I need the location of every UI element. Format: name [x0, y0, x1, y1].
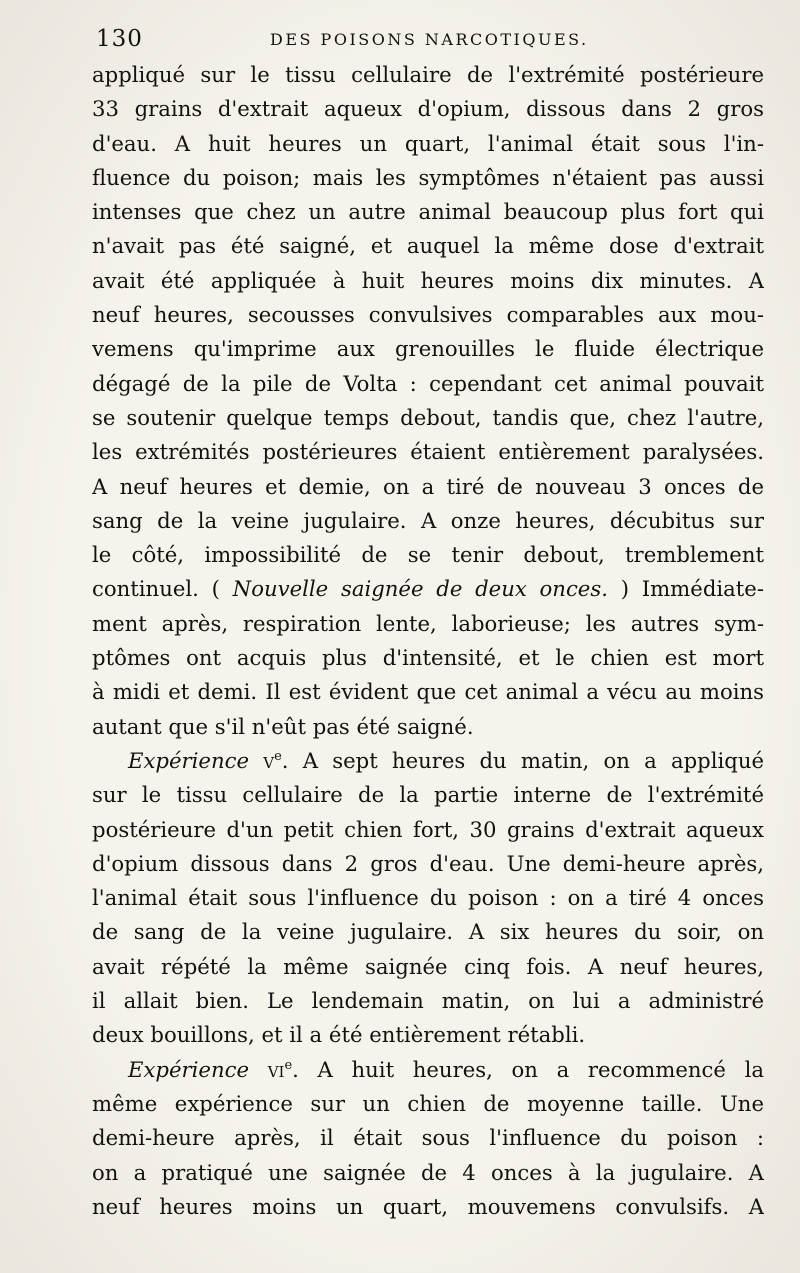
text-line-with-italic	[92, 572, 764, 606]
text-line: 33 grains d'extrait aqueux d'opium, dissous dans 2 gros	[92, 96, 764, 122]
paragraph-continuation	[92, 58, 764, 744]
text-line: fluence du poison; mais les symptômes n'étaient pas aussi	[92, 164, 764, 190]
numeral-superscript: e	[284, 1057, 293, 1073]
text-line: sang de la veine jugulaire. A onze heures, décubitus sur	[92, 507, 764, 533]
text-line: neuf heures, secousses convulsives comparables aux mou-	[92, 302, 764, 328]
text-line: vemens qu'imprime aux grenouilles le fluide électrique	[92, 336, 764, 362]
text-line: autant que s'il n'eût pas été saigné.	[92, 713, 474, 739]
text-fragment: . A sept heures du matin, on a appliqué	[281, 747, 764, 773]
text-line: les extrémités postérieures étaient entièrement paralysées.	[92, 439, 764, 465]
text-line: on a pratiqué une saignée de 4 onces à la jugulaire. A	[92, 1159, 764, 1185]
paragraph-experience-5-body	[92, 778, 764, 1052]
experience-label: Expérience	[128, 1056, 250, 1082]
experience-numeral: v	[263, 747, 275, 773]
text-line-heading	[92, 744, 764, 778]
page-header	[96, 22, 766, 54]
running-head: DES POISONS NARCOTIQUES.	[270, 30, 589, 49]
text-line: n'avait pas été saigné, et auquel la même dose d'extrait	[92, 233, 764, 259]
text-line-heading	[92, 1053, 764, 1087]
text-line: neuf heures moins un quart, mouvemens convulsifs. A	[92, 1193, 764, 1219]
numeral-superscript: e	[274, 748, 282, 764]
text-line: se soutenir quelque temps debout, tandis que, chez l'autre,	[92, 404, 764, 430]
text-line: appliqué sur le tissu cellulaire de l'extrémité postérieure	[92, 62, 764, 87]
text-line: ptômes ont acquis plus d'intensité, et le chien est mort	[92, 645, 764, 671]
paragraph-experience-5	[92, 744, 764, 778]
experience-label: Expérience	[128, 747, 250, 773]
text-line: même expérience sur un chien de moyenne taille. Une	[92, 1090, 764, 1116]
page-number: 130	[96, 26, 143, 52]
text-line: l'animal était sous l'influence du poison : on a tiré 4 onces	[92, 885, 764, 911]
experience-numeral: vi	[267, 1056, 285, 1082]
text-line: postérieure d'un petit chien fort, 30 grains d'extrait aqueux	[92, 816, 764, 842]
text-line: d'opium dissous dans 2 gros d'eau. Une demi-heure après,	[92, 850, 764, 876]
body-text	[92, 58, 764, 1224]
text-line: de sang de la veine jugulaire. A six heures du soir, on	[92, 919, 764, 945]
text-line: le côté, impossibilité de se tenir debout, tremblement	[92, 542, 764, 568]
text-line: demi-heure après, il était sous l'influence du poison :	[92, 1125, 764, 1151]
text-line: il allait bien. Le lendemain matin, on lui a administré	[92, 988, 764, 1014]
text-line: à midi et demi. Il est évident que cet animal a vécu au moins	[92, 679, 764, 705]
text-line: avait été appliquée à huit heures moins dix minutes. A	[92, 267, 764, 293]
paragraph-experience-6-body	[92, 1087, 764, 1224]
text-fragment: . A huit heures, on a recommencé la	[292, 1056, 764, 1082]
text-line: ment après, respiration lente, laborieuse; les autres sym-	[92, 610, 764, 636]
text-line: deux bouillons, et il a été entièrement rétabli.	[92, 1022, 586, 1048]
italic-note: Nouvelle saignée de deux onces.	[232, 576, 608, 602]
text-fragment: ) Immédiate-	[607, 576, 764, 602]
text-line: intenses que chez un autre animal beaucoup plus fort qui	[92, 199, 764, 225]
text-line: d'eau. A huit heures un quart, l'animal était sous l'in-	[92, 130, 764, 156]
text-line: dégagé de la pile de Volta : cependant cet animal pouvait	[92, 370, 764, 396]
text-line: A neuf heures et demie, on a tiré de nouveau 3 onces de	[92, 473, 764, 499]
text-fragment: continuel. (	[92, 576, 233, 602]
text-line: avait répété la même saignée cinq fois. A neuf heures,	[92, 953, 764, 979]
text-line: sur le tissu cellulaire de la partie interne de l'extrémité	[92, 782, 764, 808]
paragraph-experience-6	[92, 1053, 764, 1087]
